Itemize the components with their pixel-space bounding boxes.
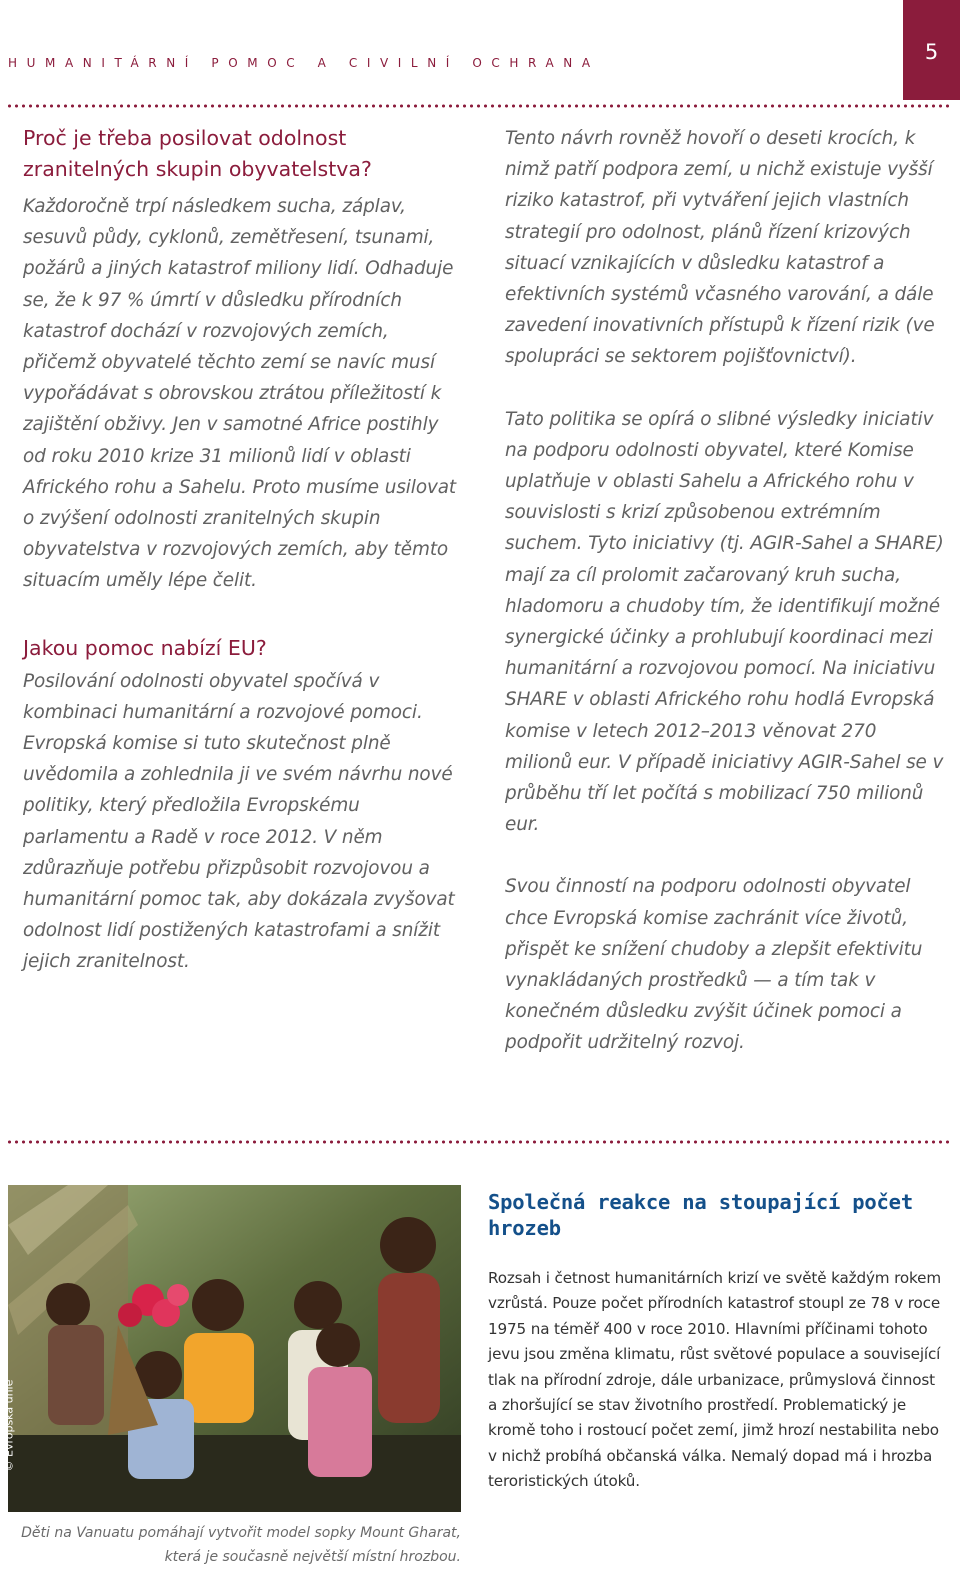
box-text: Rozsah i četnost humanitárních krizí ve světě každým rokem vzrůstá. Pouze počet přírodních katastrof stoupl ze 78 v roce 1975 na téměř 400 v roce 2010. Hlavními příčinami tohoto jevu jsou změna klimatu, růst světové populace a související tlak na přírodní zdroje, dále urbanizace, průmyslová činnost a zhoršující se stav životního prostředí. Problematický je kromě toho i rostoucí počet zemí, jimž hrozí nestabilita nebo v nichž probíhá občanská válka. Nemalý dopad má i hrozba teroristických útoků. xyxy=(488,1269,941,1491)
section-heading-why: Proč je třeba posilovat odolnost zranitelných skupin obyvatelstva? xyxy=(23,126,372,181)
paragraph-eu-help: Posilování odolnosti obyvatel spočívá v kombinaci humanitární a rozvojové pomoci. Evropská komise si tuto skutečnost plně uvědomila a zohlednila ji ve svém návrhu nové politiky, který předložila Evropskému parlamentu a Radě v roce 2012. V něm zdůrazňuje potřebu přizpůsobit rozvojovou a humanitární pomoc tak, aby dokázala zvyšovat odolnost lidí postižených katastrofami a snížit jejich zranitelnost. xyxy=(23,670,455,973)
right-column xyxy=(505,123,945,1059)
dotted-divider-top xyxy=(6,104,952,108)
photo-illustration xyxy=(8,1185,461,1512)
paragraph-initiatives: Tato politika se opírá o slibné výsledky iniciativ na podporu odolnosti obyvatel, které Komise uplatňuje v oblasti Sahelu a Afrického rohu v souvislosti s krizí způsobenou extrémním suchem. Tyto iniciativy (tj. AGIR-Sahel a SHARE) mají za cíl prolomit začarovaný kruh sucha, hladomoru a chudoby tím, že identifikují možné synergické účinky a prohlubují koordinaci mezi humanitární a rozvojovou pomocí. Na iniciativu SHARE v oblasti Afrického rohu hodlá Evropská komise v letech 2012–2013 věnovat 270 milionů eur. V případě iniciativy AGIR-Sahel se v průběhu tří let počítá s mobilizací 750 milionů eur. xyxy=(505,408,944,836)
paragraph-ten-steps: Tento návrh rovněž hovoří o deseti krocích, k nimž patří podpora zemí, u nichž existuje vyšší riziko katastrof, při vytváření jejich vlastních strategií pro odolnost, plánů řízení krizových situací vznikajících v důsledku katastrof a efektivních systémů včasného varování, a dále zavedení inovativních přístupů k řízení rizik (ve spolupráci se sektorem pojišťovnictví). xyxy=(505,128,935,368)
left-column xyxy=(23,123,463,978)
photo-children-vanuatu xyxy=(8,1185,461,1512)
page-number: 5 xyxy=(924,40,939,64)
section-heading-eu-help: Jakou pomoc nabízí EU? xyxy=(23,635,267,660)
photo-credit: © Evropská unie xyxy=(2,1379,16,1472)
page-number-tab xyxy=(903,0,960,100)
box-title: Společná reakce na stoupající počet hrozeb xyxy=(488,1190,913,1240)
dotted-divider-middle xyxy=(6,1140,952,1144)
running-title: HUMANITÁRNÍ POMOC A CIVILNÍ OCHRANA xyxy=(8,56,600,70)
paragraph-conclusion: Svou činností na podporu odolnosti obyvatel chce Evropská komise zachránit více životů, přispět ke snížení chudoby a zlepšit efektivitu vynakládaných prostředků — a tím tak v konečném důsledku zvýšit účinek pomoci a podpořit udržitelný rozvoj. xyxy=(505,876,923,1054)
paragraph-why: Každoročně trpí následkem sucha, záplav, sesuvů půdy, cyklonů, zemětřesení, tsunami, požárů a jiných katastrof miliony lidí. Odhaduje se, že k 97 % úmrtí v důsledku přírodních katastrof dochází v rozvojových zemích, přičemž obyvatelé těchto zemí se navíc musí vypořádávat s obrovskou ztrátou příležitostí k zajištění obživy. Jen v samotné Africe postihly od roku 2010 krize 31 milionů lidí v oblasti Afrického rohu a Sahelu. Proto musíme usilovat o zvýšení odolnosti zranitelných skupin obyvatelstva v rozvojových zemích, aby těmto situacím uměly lépe čelit. xyxy=(23,196,457,592)
photo-caption: Děti na Vanuatu pomáhají vytvořit model sopky Mount Gharat, která je současně největší místní hrozbou. xyxy=(21,1525,461,1565)
